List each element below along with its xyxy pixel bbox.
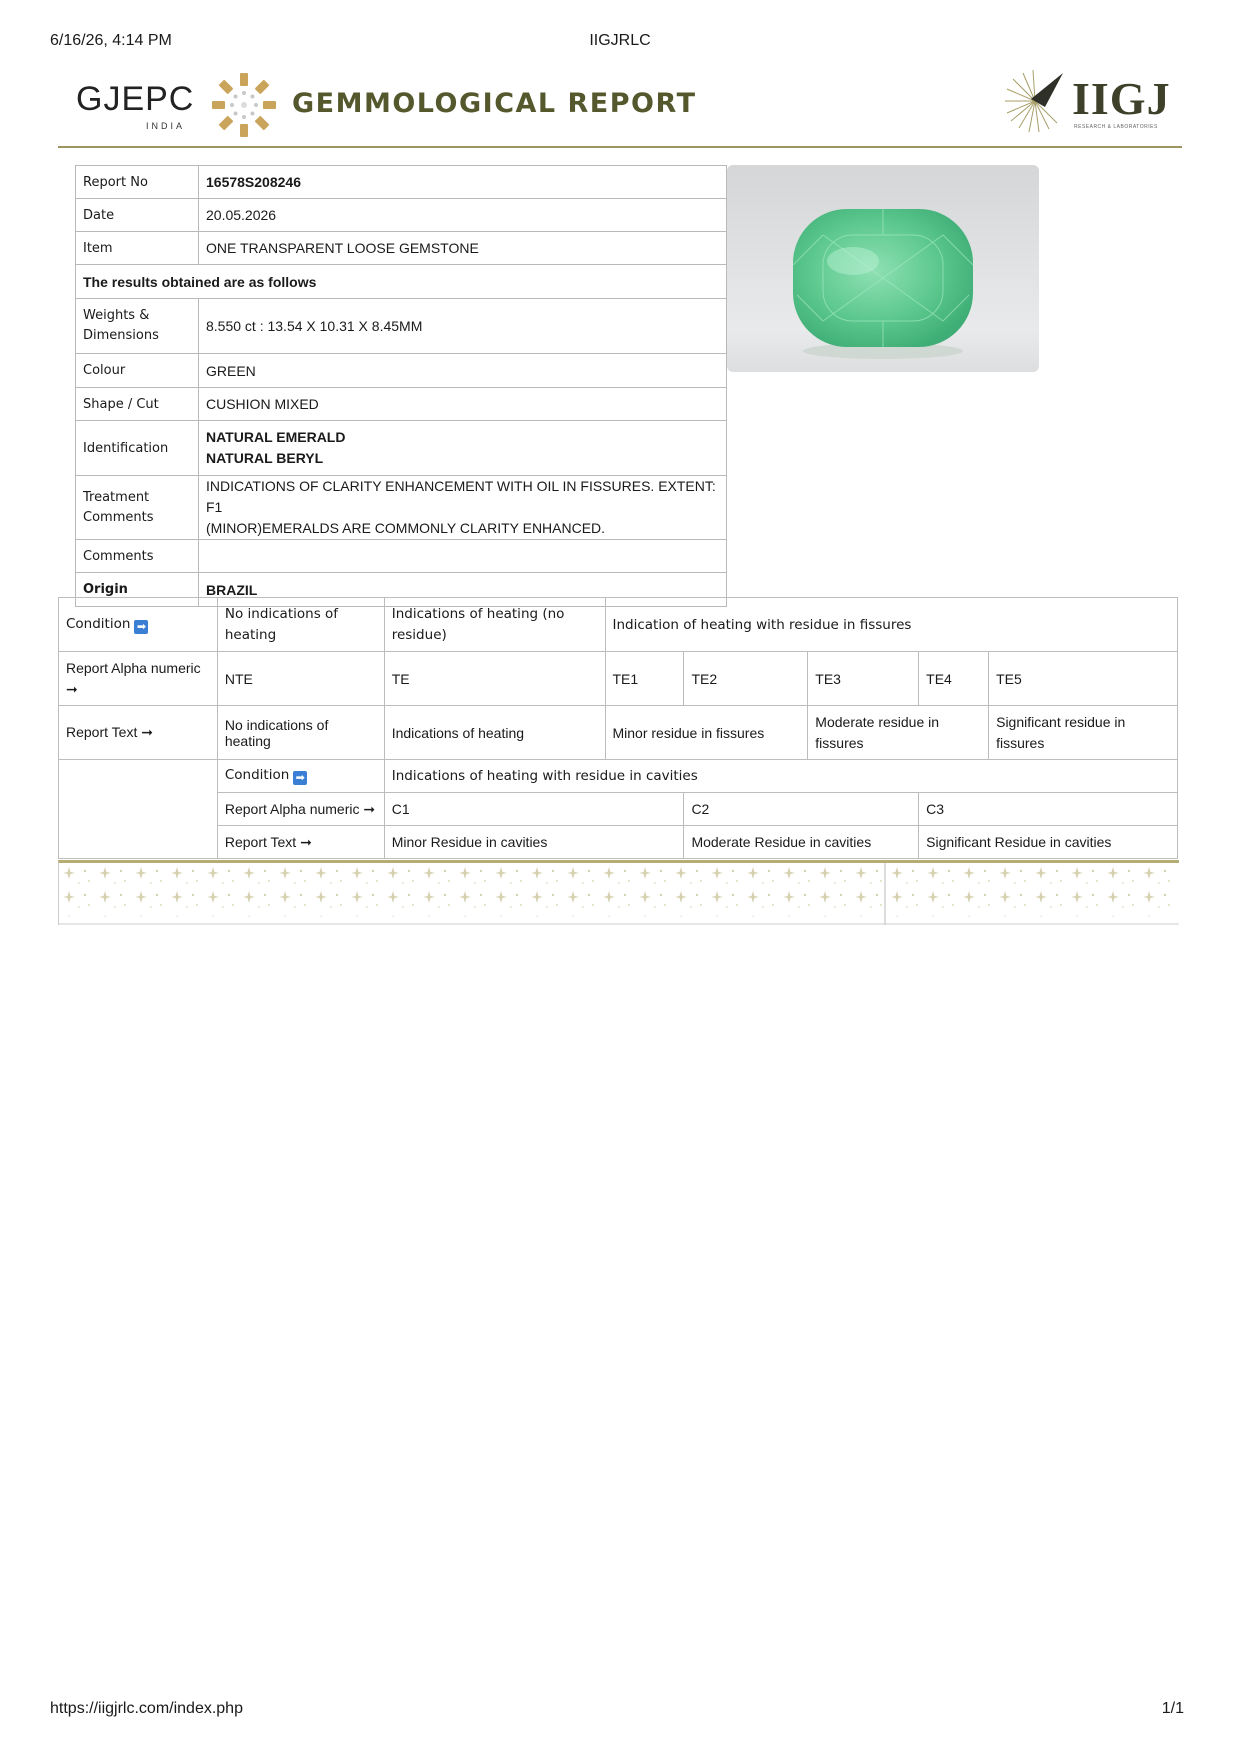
cavity-text-label: Report Text ➞ [217,826,384,859]
report-text-cell: No indications of heating [217,706,384,760]
table-row [59,706,1178,760]
report-no-label: Report No [76,166,199,199]
arrow-right-icon: ➡ [134,620,148,634]
treatment-value-line-1: INDICATIONS OF CLARITY ENHANCEMENT WITH OIL IN FISSURES. EXTENT: F1 [206,478,716,515]
comments-value [199,540,727,573]
report-text-label: Report Text ➞ [59,706,218,760]
weights-label [76,299,199,354]
table-row [76,265,727,299]
treatment-value-line-2: (MINOR)EMERALDS ARE COMMONLY CLARITY ENHANCED. [206,520,606,536]
alpha-numeric-label-line-2: ➞ [66,680,78,697]
date-value: 20.05.2026 [199,199,727,232]
iigj-logo-sub: RESEARCH & LABORATORIES [1074,124,1158,130]
heating-condition-table [58,597,1178,859]
weights-label-line-1: Weights & [83,308,150,323]
gemstone-photo [727,165,1039,372]
colour-label: Colour [76,354,199,388]
report-no-value: 16578S208246 [199,166,727,199]
results-heading: The results obtained are as follows [76,265,727,299]
report-banner [60,62,1184,146]
sparkle-pattern-icon [59,863,1179,925]
print-page-title: IIGJRLC [589,32,651,49]
print-page-number: 1/1 [1161,1700,1184,1717]
item-label: Item [76,232,199,265]
gjepc-logo [76,72,276,142]
date-label: Date [76,199,199,232]
cavity-text-cell: Significant Residue in cavities [919,826,1178,859]
report-details-table [75,165,727,607]
item-value: ONE TRANSPARENT LOOSE GEMSTONE [199,232,727,265]
colour-value: GREEN [199,354,727,388]
cavity-code-cell: C3 [919,793,1178,826]
weights-value: 8.550 ct : 13.54 X 10.31 X 8.45MM [199,299,727,354]
treatment-label-line-1: Treatment [83,489,150,505]
gjepc-logo-sub: INDIA [146,121,186,131]
identification-label: Identification [76,421,199,476]
report-text-cell [989,706,1178,760]
heating-no-residue-heading-line-1: Indications of heating (no [391,605,565,622]
cavity-code-cell: C2 [684,793,919,826]
code-cell: TE1 [605,652,684,706]
print-url: https://iigjrlc.com/index.php [50,1700,243,1717]
condition-label-text: Condition [66,615,131,632]
banner-divider [58,146,1182,148]
comments-label: Comments [76,540,199,573]
report-text-cell-line-2: fissures [815,734,864,751]
report-text-cell: Indications of heating [384,706,605,760]
identification-value-2: NATURAL BERYL [206,450,324,466]
no-indications-heading [217,598,384,652]
code-cell: TE3 [808,652,919,706]
origin-value: BRAZIL [199,573,727,607]
cavity-condition-label-text: Condition [224,767,290,783]
cavity-condition-label [217,760,384,793]
shape-label: Shape / Cut [76,388,199,421]
table-row [59,826,1178,859]
cavity-alpha-label: Report Alpha numeric ➞ [217,793,384,826]
table-row [76,354,727,388]
arrow-right-icon: ➡ [293,771,307,785]
weights-label-line-2: Dimensions [83,328,159,343]
report-text-cell-line-1: Moderate residue in [815,713,940,730]
cavity-code-cell: C1 [384,793,684,826]
emerald-image [727,165,1039,372]
report-text-cell [808,706,989,760]
condition-label [59,598,218,652]
treatment-label-line-2: Comments [83,509,154,525]
table-row [76,476,727,540]
table-row [59,652,1178,706]
table-row [76,299,727,354]
code-cell: TE [384,652,605,706]
table-row [59,793,1178,826]
iigj-sunburst-icon [1000,66,1070,136]
table-row [59,598,1178,652]
origin-label: Origin [76,573,199,607]
alpha-numeric-label [59,652,218,706]
print-timestamp: 6/16/26, 4:14 PM [50,32,172,49]
code-cell: TE4 [919,652,989,706]
code-cell: TE5 [989,652,1178,706]
report-text-cell-line-2: fissures [996,734,1045,751]
iigj-logo [1000,66,1170,136]
print-header [50,32,1190,52]
heating-no-residue-heading-line-2: residue) [391,626,447,643]
cavity-text-cell: Moderate Residue in cavities [684,826,919,859]
no-indications-heading-line-1: No indications of [224,605,339,622]
table-row [76,388,727,421]
identification-value-1: NATURAL EMERALD [206,429,346,445]
heating-fissures-heading: Indication of heating with residue in fissures [605,598,1178,652]
report-text-cell: Minor residue in fissures [605,706,808,760]
cavity-text-cell: Minor Residue in cavities [384,826,684,859]
empty-cell [59,760,218,859]
gjepc-logo-text: GJEPC [76,80,195,118]
heating-no-residue-heading [384,598,605,652]
table-row [76,166,727,199]
table-row [59,760,1178,793]
iigj-logo-text: IIGJ [1072,73,1171,124]
no-indications-heading-line-2: heating [224,626,277,643]
table-row [76,199,727,232]
alpha-numeric-label-line-1: Report Alpha numeric [66,659,201,676]
report-text-cell-line-1: Significant residue in [996,713,1126,730]
decorative-pattern-band [58,860,1179,925]
code-cell: TE2 [684,652,808,706]
code-cell: NTE [217,652,384,706]
report-title: GEMMOLOGICAL REPORT [292,88,697,119]
table-row [76,232,727,265]
cavities-heading: Indications of heating with residue in cavities [384,760,1177,793]
table-row [76,421,727,476]
gjepc-emblem-icon [211,72,277,138]
treatment-label [76,476,199,540]
shape-value: CUSHION MIXED [199,388,727,421]
treatment-value [199,476,727,540]
table-row [76,540,727,573]
identification-value [199,421,727,476]
